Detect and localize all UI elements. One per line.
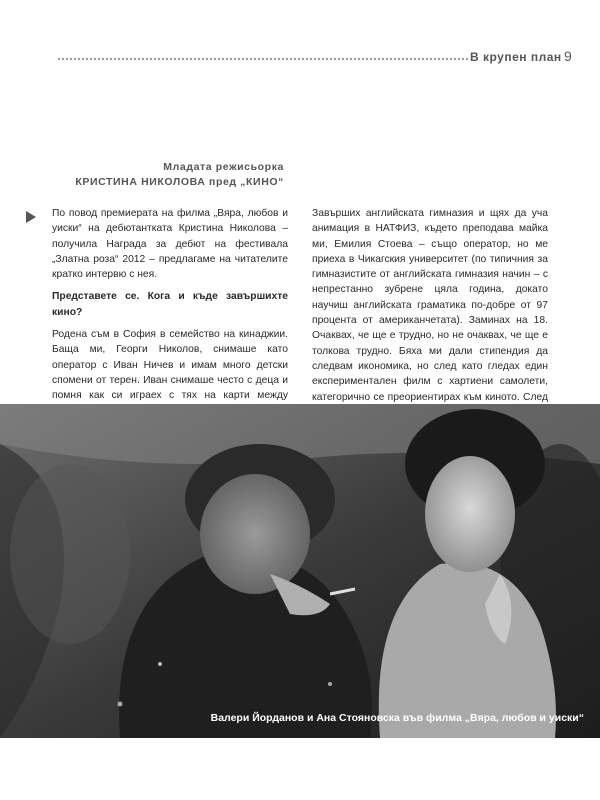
article-column-right <box>312 206 548 427</box>
film-still-image <box>0 404 600 738</box>
photo-caption: Валери Йорданов и Ана Стояновска във филма „Вяра, любов и уиски“ <box>210 712 584 724</box>
page-number: 9 <box>564 48 572 64</box>
play-arrow-icon <box>26 211 36 223</box>
film-still-photo <box>0 404 600 738</box>
article-subtitle <box>24 160 284 190</box>
subtitle-line-2: КРИСТИНА НИКОЛОВА пред „КИНО“ <box>75 176 284 188</box>
header-dotted-rule <box>58 58 468 60</box>
interview-question: Представете се. Кога и къде завършихте кино? <box>52 291 288 318</box>
article-intro: По повод премиерата на филма „Вяра, любов и уиски“ на дебютантката Кристина Николова – получила Награда за дебют на фестивала „Златна роза“ 2012 – предлагаме на читателите кратко интервю с нея. <box>52 208 288 281</box>
interview-answer-part-2: Завърших английската гимназия и щях да уча анимация в НАТФИЗ, където преподава майка ми, Емилия Стоева – също оператор, но ме приеха в Чикагския университет (по типичния за гимназистите от английската гимназия начин – с непрестанно зубрене цяла година, докато научиш английската граматика по-добре от 97 процента от американчетата). Заминах на 18. Очаквах, че ще е трудно, но не очаквах, че ще е толкова трудно. Бяха ми дали стипендия да следвам икономика, но след като гледах един експериментален филм с хартиени самолети, категорично се преориентирах към киното. След <box>312 208 548 403</box>
interview-answer-part-1: Родена съм в София в семейство на кинаджии. Баща ми, Георги Николов, снимаше като оператор с Иван Ничев и имам много детски спомени от терен. Иван снимаше често с деца и помня как си играех с тях на карти между <box>52 329 288 402</box>
subtitle-line-1: Младата режисьорка <box>163 161 284 173</box>
section-label: В крупен план <box>470 50 562 64</box>
